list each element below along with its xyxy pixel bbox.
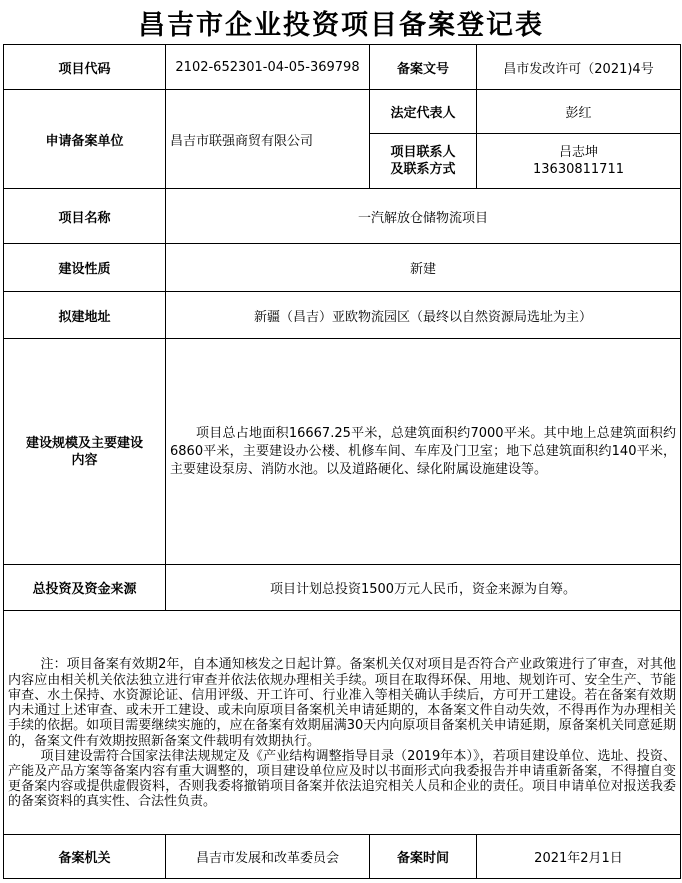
scale-label-line1: 建设规模及主要建设 [25, 435, 143, 451]
filing-form-table [3, 44, 681, 879]
contact-label-line1: 项目联系人 [390, 145, 456, 160]
row-project-code [4, 45, 681, 90]
legal-rep-value: 彭红 [477, 90, 681, 134]
filing-doc-no-value: 昌市发改许可（2021)4号 [477, 45, 681, 90]
project-code-value: 2102-652301-04-05-369798 [166, 45, 370, 90]
investment-value: 项目计划总投资1500万元人民币，资金来源为自筹。 [166, 565, 681, 611]
scale-value: 项目总占地面积16667.25平米，总建筑面积约7000平米。其中地上总建筑面积约6860平米，主要建设办公楼、机修车间、车库及门卫室；地下总建筑面积约140平米，主要建设泵房、消防水池。以及道路硬化、绿化附属设施建设等。 [166, 339, 681, 565]
contact-phone: 13630811711 [533, 162, 624, 177]
location-label: 拟建地址 [4, 292, 166, 339]
notes-paragraph-2: 项目建设需符合国家法律法规规定及《产业结构调整指导目录（2019年本）》，若项目建设单位、选址、投资、产能及产品方案等备案内容有重大调整的，项目建设单位应及时以书面形式向我委报告并申请重新备案，不得擅自变更备案内容或提供虚假资料，否则我委将撤销项目备案并依法追究相关人员和企业的责任。项目申请单位对报送我委的备案资料的真实性、合法性负责。 [8, 748, 676, 810]
row-investment [4, 565, 681, 611]
legal-rep-label: 法定代表人 [370, 90, 477, 134]
row-project-name [4, 189, 681, 244]
project-code-label: 项目代码 [4, 45, 166, 90]
scale-label-line2: 内容 [71, 452, 98, 468]
investment-label: 总投资及资金来源 [4, 565, 166, 611]
authority-value: 昌吉市发展和改革委员会 [166, 835, 370, 879]
contact-value [477, 134, 681, 189]
page-title: 昌吉市企业投资项目备案登记表 [138, 9, 544, 41]
row-applicant [4, 90, 681, 134]
row-scale [4, 339, 681, 565]
nature-value: 新建 [166, 244, 681, 292]
contact-label [370, 134, 477, 189]
contact-name: 吕志坤 [558, 145, 598, 160]
project-name-label: 项目名称 [4, 189, 166, 244]
authority-label: 备案机关 [4, 835, 166, 879]
location-value: 新疆（昌吉）亚欧物流园区（最终以自然资源局选址为主） [166, 292, 681, 339]
applicant-label: 申请备案单位 [4, 90, 166, 189]
filing-time-value: 2021年2月1日 [477, 835, 681, 879]
notes-cell [4, 611, 681, 835]
contact-label-line2: 及联系方式 [390, 162, 456, 177]
row-location [4, 292, 681, 339]
filing-doc-no-label: 备案文号 [370, 45, 477, 90]
notes-paragraph-1: 注：项目备案有效期2年，自本通知核发之日起计算。备案机关仅对项目是否符合产业政策进行了审查，对其他内容应由相关机关依法独立进行审查并依法依规办理相关手续。项目在取得环保、用地、规划许可、安全生产、节能审查、水土保持、水资源论证、信用评级、开工许可、行业准入等相关确认手续后，方可开工建设。若在备案有效期内未通过上述审查、或未开工建设、或未向原项目备案机关申请延期的，本备案文件自动失效，不得再作为办理相关手续的依据。如项目需要继续实施的，应在备案有效期届满30天内向原项目备案机关申请延期，原备案机关同意延期的，备案文件有效期按照新备案文件载明有效期执行。 [8, 657, 676, 749]
filing-time-label: 备案时间 [370, 835, 477, 879]
project-name-value: 一汽解放仓储物流项目 [166, 189, 681, 244]
applicant-value: 昌吉市联强商贸有限公司 [166, 90, 370, 189]
row-nature [4, 244, 681, 292]
row-authority [4, 835, 681, 879]
scale-label [4, 339, 166, 565]
row-notes [4, 611, 681, 835]
nature-label: 建设性质 [4, 244, 166, 292]
